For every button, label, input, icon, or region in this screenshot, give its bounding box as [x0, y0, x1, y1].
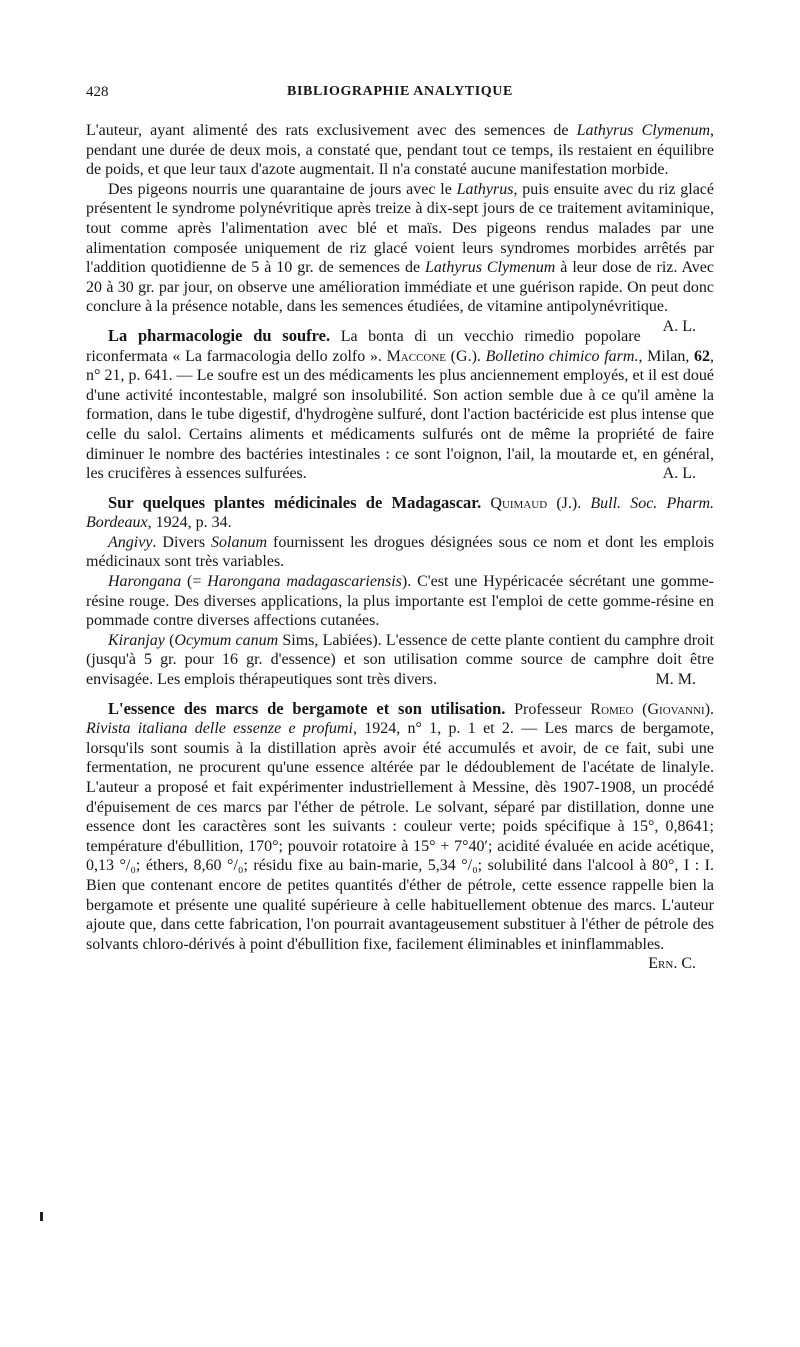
text-run: fournissent les drogues désignées sous ce nom et dont les emplois médicinaux sont très variables.: [86, 533, 715, 571]
text-run: (G.).: [446, 347, 486, 365]
article: [86, 698, 715, 973]
italic-text: Harongana: [108, 573, 182, 591]
signature: A. L.: [662, 317, 696, 335]
italic-text: Angivy: [108, 533, 153, 551]
running-title: BIBLIOGRAPHIE ANALYTIQUE: [287, 84, 513, 99]
article-paragraph: [86, 572, 714, 631]
text-run: , n° 21, p. 641. — Le soufre est un des médicaments les plus anciennement employés, et il est doué d'une activité incontestable, malgré son insolubilité. Son action semble due à ce qu'il amène la formation, dans le tube digestif, d'hydrogène sulfuré, dont l'action bactéricide est plus intense que celle du salol. Certains aliments et médicaments sulfurés ont de même la propriété de faire diminuer le nombre des bactéries intestinales : ce sont l'oignon, l'ail, la moutarde et, en général, les crucifères à essences sulfurées.: [86, 347, 715, 483]
signature: Ern. C.: [648, 955, 696, 973]
article-paragraph-lead: [86, 698, 715, 973]
text-run: , puis ensuite avec du riz glacé présentent le syndrome polynévritique après treize à dix-sept jours de ce traitement avitaminique, tout comme après l'alimentation avec blé et maïs. Des pigeons rendus malades par une alimentation composée uniquement de riz glacé voient leurs syndromes morbides arrêtés par l'addition quotidienne de 5 à 10 gr. de semences de: [86, 180, 715, 277]
article-title: Sur quelques plantes médicinales de Madagascar.: [108, 492, 482, 512]
text-run: (: [633, 700, 648, 718]
text-run: , 1924, p. 34.: [147, 514, 232, 532]
text-run: , pendant une durée de deux mois, a constaté que, pendant tout ce temps, ils restaient en équilibre de poids, et que leur taux d'azote augmentait. Il n'a constaté aucune manifestation morbide.: [86, 122, 715, 179]
text-run: , Milan,: [638, 347, 695, 365]
text-run: . Divers: [152, 533, 212, 551]
text-run: ). C'est une Hypéricacée sécrétant une gomme-résine rouge. Des diverses applications, la plus importante est l'emploi de cette gomme-résine en pommade contre diverses affections cutanées.: [86, 573, 714, 630]
italic-text: Lathyrus Clymenum: [425, 259, 556, 277]
article-paragraph: [86, 533, 714, 572]
text-run: ).: [704, 700, 715, 718]
author-name: Giovanni: [647, 700, 705, 718]
text-run: (J.).: [547, 494, 591, 512]
article-paragraph-lead: [86, 326, 714, 484]
italic-text: Solanum: [211, 533, 268, 551]
text-run: La bonta di un vecchio rimedio popolare riconfermata « La farmacologia dello zolfo ».: [86, 327, 641, 365]
text-run: à leur dose de riz. Avec 20 à 30 gr. par jour, on observe une amélioration immédiate et une guérison rapide. On peut donc conclure à la présence notable, dans les semences étudiées, de vitamine antipolynévritique.: [86, 259, 715, 316]
page-number: 428: [86, 84, 109, 100]
text-run: L'auteur, ayant alimenté des rats exclusivement avec des semences de: [86, 122, 577, 139]
margin-mark: [40, 1212, 43, 1221]
article-paragraph-lead: [86, 493, 714, 533]
italic-text: Ocymum canum: [174, 631, 279, 649]
text-run: Professeur: [505, 700, 591, 718]
body-text: [86, 121, 715, 973]
bold-text: 62: [694, 347, 711, 365]
page: [86, 84, 714, 974]
author-name: Romeo: [590, 700, 634, 718]
text-run: , 1924, n° 1, p. 1 et 2. — Les marcs de bergamote, lorsqu'ils sont soumis à la distillation après avoir été accumulés et avoir, de ce fait, subi une fermentation, ne procurent qu'une essence altérée par le dédoublement de l'acétate de linalyle. L'auteur a proposé et fait expérimenter industriellement à Messine, dès 1907-1908, un procédé d'épuisement de ces marcs par l'éther de pétrole. Le solvant, séparé par distillation, donne une essence dont les caractères sont les suivants : couleur verte; poids spécifique à 15°, 0,8641; température d'ébullition, 170°; pouvoir rotatoire à 15° + 7°40′; acidité évaluée en acide acétique, 0,13 °/₀; éthers, 8,60 °/₀; résidu fixe au bain-marie, 5,34 °/₀; solubilité dans l'alcool à 80°, I : I. Bien que contenant encore de petites quantités d'éther de pétrole, cette essence rappelle bien la bergamote et présente une qualité supérieure à celle habituellement obtenue des marcs. L'auteur ajoute que, dans cette fabrication, l'on pourrait avantageusement substituer à l'éther de pétrole des solvants chloro-dérivés à point d'ébullition fixe, facilement éliminables et ininflammables.: [86, 720, 714, 953]
signature: M. M.: [655, 671, 696, 689]
italic-text: Harongana madagascariensis: [207, 573, 402, 591]
text-run: Sims, Labiées). L'essence de cette plante contient du camphre droit (jusqu'à 5 gr. pour 16 gr. d'essence) et son utilisation comme source de camphre doit être envisagée. Les emplois thérapeutiques sont très divers.: [86, 631, 714, 689]
article-paragraph-lead: [86, 121, 714, 180]
italic-text: Lathyrus Clymenum: [576, 122, 711, 139]
italic-text: Bolletino chimico farm.: [485, 347, 639, 365]
running-head: [86, 84, 714, 106]
text-run: Des pigeons nourris une quarantaine de jours avec le: [108, 180, 457, 198]
text-run: (=: [181, 573, 208, 591]
italic-text: Rivista italiana delle essenze e profumi: [86, 720, 353, 738]
article: [86, 493, 714, 690]
article-title: L'essence des marcs de bergamote et son utilisation.: [108, 698, 506, 718]
article: [86, 326, 714, 484]
italic-text: Bull. Soc. Pharm. Bordeaux: [86, 494, 715, 532]
article-paragraph: [86, 631, 714, 690]
author-name: Maccone: [386, 347, 447, 365]
article-title: La pharmacologie du soufre.: [108, 325, 331, 345]
italic-text: Lathyrus: [456, 180, 514, 198]
author-name: Quimaud: [490, 494, 548, 512]
italic-text: Kiranjay: [108, 631, 165, 649]
text-run: (: [164, 631, 175, 649]
signature: A. L.: [662, 465, 696, 483]
